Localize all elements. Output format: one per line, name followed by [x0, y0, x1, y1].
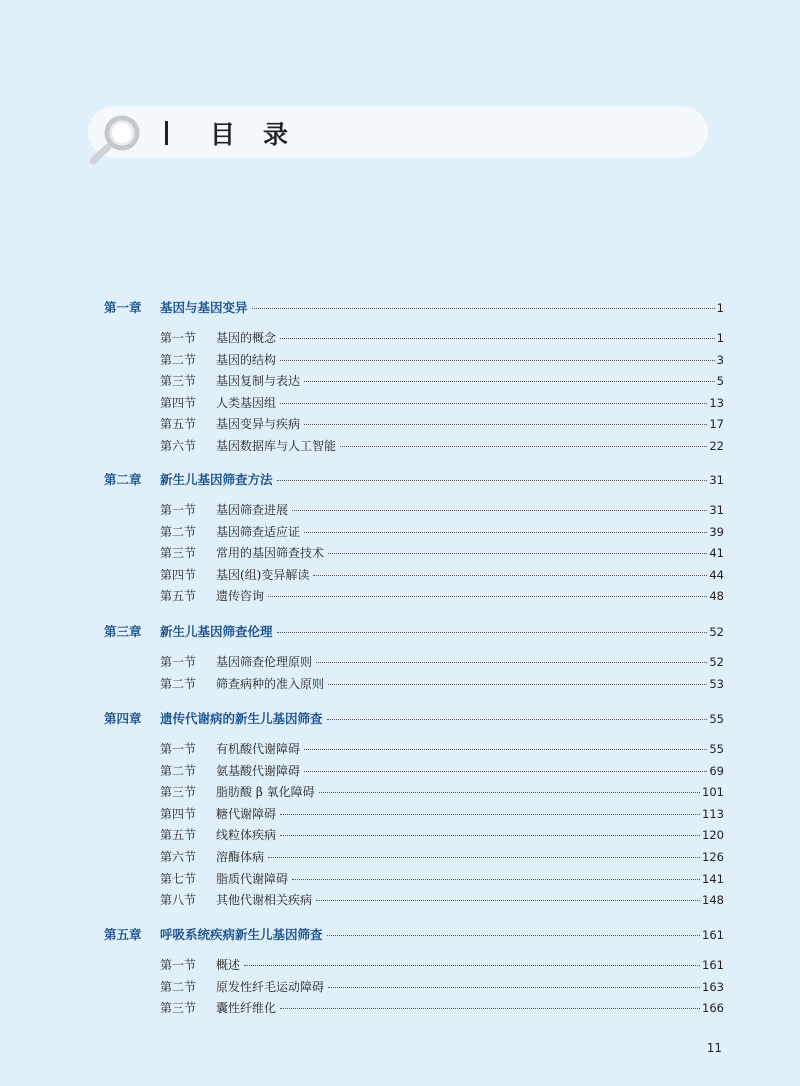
magnifier-icon	[86, 112, 146, 170]
dot-leader	[328, 684, 707, 685]
dot-leader	[304, 749, 707, 750]
section-number: 第二节	[160, 676, 197, 691]
chapter-number: 第五章	[104, 927, 142, 942]
section-number: 第二节	[160, 979, 197, 994]
chapter-number: 第二章	[104, 472, 142, 487]
section-title: 概述	[216, 958, 241, 972]
section-page: 69	[709, 763, 724, 778]
section-title: 有机酸代谢障碍	[216, 742, 301, 756]
title-char-2: 录	[263, 120, 289, 149]
toc-section-entry[interactable]	[160, 501, 724, 519]
section-page: 161	[702, 958, 724, 972]
section-title: 氨基酸代谢障碍	[216, 763, 301, 778]
section-number: 第二节	[160, 763, 197, 778]
section-number: 第一节	[160, 331, 197, 345]
toc-section-entry[interactable]	[160, 351, 724, 369]
toc-section-entry[interactable]	[160, 566, 724, 584]
toc-chapter-entry[interactable]	[104, 298, 724, 316]
section-title: 基因筛查伦理原则	[216, 655, 313, 669]
section-title: 基因数据库与人工智能	[216, 439, 337, 453]
toc-section-entry[interactable]	[160, 675, 724, 693]
dot-leader	[280, 814, 700, 815]
section-title: 基因筛查适应证	[216, 524, 301, 539]
toc-chapter-entry[interactable]	[104, 622, 724, 640]
section-page: 5	[716, 374, 724, 389]
toc-section-entry[interactable]	[160, 891, 724, 909]
section-number: 第一节	[160, 655, 197, 669]
dot-leader	[316, 900, 700, 901]
section-number: 第六节	[160, 439, 197, 453]
section-number: 第八节	[160, 893, 197, 908]
section-title: 基因(组)变异解读	[216, 567, 310, 582]
section-number: 第六节	[160, 850, 197, 864]
section-title: 线粒体疾病	[216, 828, 277, 843]
dot-leader	[280, 338, 715, 339]
section-title: 筛查病种的准入原则	[216, 676, 325, 691]
dot-leader	[328, 987, 700, 988]
section-page: 163	[702, 979, 724, 994]
section-title: 基因变异与疾病	[216, 417, 301, 432]
section-title: 其他代谢相关疾病	[216, 893, 313, 908]
section-page: 148	[702, 893, 724, 908]
chapter-page: 52	[709, 625, 724, 639]
dot-leader	[244, 965, 700, 966]
toc-section-entry[interactable]	[160, 740, 724, 758]
dot-leader	[327, 719, 708, 720]
toc-section-entry[interactable]	[160, 805, 724, 823]
section-title: 囊性纤维化	[216, 1001, 277, 1016]
section-number: 第五节	[160, 417, 197, 432]
section-page: 48	[709, 589, 724, 604]
dot-leader	[252, 308, 715, 309]
toc-section-entry[interactable]	[160, 870, 724, 888]
toc-section-entry[interactable]	[160, 826, 724, 844]
dot-leader	[319, 792, 700, 793]
dot-leader	[304, 771, 707, 772]
dot-leader	[304, 381, 715, 382]
toc-chapter-entry[interactable]	[104, 470, 724, 488]
section-page: 141	[702, 871, 724, 886]
dot-leader	[280, 360, 715, 361]
section-title: 基因复制与表达	[216, 374, 301, 389]
section-page: 166	[702, 1001, 724, 1016]
chapter-number: 第四章	[104, 711, 142, 726]
dot-leader	[292, 879, 700, 880]
section-number: 第四节	[160, 567, 197, 582]
section-page: 44	[709, 567, 724, 582]
toc-section-entry[interactable]	[160, 372, 724, 390]
chapter-number: 第一章	[104, 300, 142, 315]
section-page: 120	[702, 828, 724, 843]
toc-section-entry[interactable]	[160, 544, 724, 562]
title-char-1: 目	[210, 120, 236, 149]
section-title: 基因筛查进展	[216, 503, 289, 517]
dot-leader	[268, 596, 707, 597]
dot-leader	[313, 575, 707, 576]
toc-section-entry[interactable]	[160, 415, 724, 433]
section-number: 第三节	[160, 785, 197, 800]
dot-leader	[340, 446, 707, 447]
chapter-title: 新生儿基因筛查伦理	[160, 624, 273, 639]
toc-section-entry[interactable]	[160, 783, 724, 801]
section-page: 126	[702, 850, 724, 864]
section-title: 人类基因组	[216, 395, 277, 410]
dot-leader	[277, 480, 708, 481]
section-title: 基因的概念	[216, 331, 277, 345]
section-number: 第二节	[160, 352, 197, 367]
dot-leader	[304, 424, 707, 425]
dot-leader	[316, 662, 707, 663]
section-page: 31	[709, 503, 724, 517]
section-title: 脂肪酸 β 氧化障碍	[216, 785, 315, 800]
section-page: 52	[709, 655, 724, 669]
toc-section-entry[interactable]	[160, 587, 724, 605]
section-title: 脂质代谢障碍	[216, 871, 289, 886]
toc-section-entry[interactable]	[160, 394, 724, 412]
section-number: 第五节	[160, 828, 197, 843]
dot-leader	[280, 835, 700, 836]
section-page: 13	[709, 395, 724, 410]
section-page: 113	[702, 806, 724, 821]
chapter-title: 呼吸系统疾病新生儿基因筛查	[160, 927, 323, 942]
dot-leader	[280, 1008, 700, 1009]
page-title	[165, 118, 288, 148]
section-number: 第五节	[160, 589, 197, 604]
chapter-title: 基因与基因变异	[160, 300, 248, 315]
section-title: 基因的结构	[216, 352, 277, 367]
toc-section-entry[interactable]	[160, 848, 724, 866]
section-page: 101	[702, 785, 724, 800]
chapter-title: 新生儿基因筛查方法	[160, 472, 273, 487]
toc-section-entry[interactable]	[160, 999, 724, 1017]
toc-section-entry[interactable]	[160, 437, 724, 455]
section-number: 第一节	[160, 958, 197, 972]
toc-chapter-entry[interactable]	[104, 925, 724, 943]
toc-section-entry[interactable]	[160, 329, 724, 347]
section-number: 第四节	[160, 395, 197, 410]
section-number: 第三节	[160, 1001, 197, 1016]
section-page: 53	[709, 676, 724, 691]
chapter-page: 1	[716, 301, 724, 315]
section-number: 第四节	[160, 806, 197, 821]
section-number: 第七节	[160, 871, 197, 886]
section-title: 遗传咨询	[216, 589, 265, 604]
toc-section-entry[interactable]	[160, 653, 724, 671]
section-page: 17	[709, 417, 724, 432]
section-number: 第一节	[160, 742, 197, 756]
chapter-title: 遗传代谢病的新生儿基因筛查	[160, 711, 323, 726]
section-page: 22	[709, 439, 724, 453]
section-page: 3	[716, 352, 724, 367]
chapter-number: 第三章	[104, 624, 142, 639]
dot-leader	[327, 935, 701, 936]
section-page: 1	[716, 331, 724, 345]
chapter-page: 55	[709, 712, 724, 726]
toc-section-entry[interactable]	[160, 978, 724, 996]
section-page: 41	[709, 546, 724, 561]
section-title: 原发性纤毛运动障碍	[216, 979, 325, 994]
section-number: 第三节	[160, 546, 197, 561]
dot-leader	[292, 510, 707, 511]
chapter-page: 31	[709, 473, 724, 487]
dot-leader	[304, 532, 707, 533]
toc-section-entry[interactable]	[160, 762, 724, 780]
toc-section-entry[interactable]	[160, 523, 724, 541]
section-title: 溶酶体病	[216, 850, 265, 864]
section-title: 常用的基因筛查技术	[216, 546, 325, 561]
dot-leader	[280, 403, 707, 404]
dot-leader	[268, 857, 700, 858]
dot-leader	[328, 553, 707, 554]
dot-leader	[277, 632, 708, 633]
section-title: 糖代谢障碍	[216, 806, 277, 821]
section-number: 第一节	[160, 503, 197, 517]
section-page: 39	[709, 524, 724, 539]
chapter-page: 161	[702, 928, 724, 942]
section-number: 第二节	[160, 524, 197, 539]
page-number: 11	[706, 1041, 722, 1055]
title-divider	[165, 121, 168, 145]
section-page: 55	[709, 742, 724, 756]
toc-section-entry[interactable]	[160, 956, 724, 974]
toc-chapter-entry[interactable]	[104, 709, 724, 727]
section-number: 第三节	[160, 374, 197, 389]
